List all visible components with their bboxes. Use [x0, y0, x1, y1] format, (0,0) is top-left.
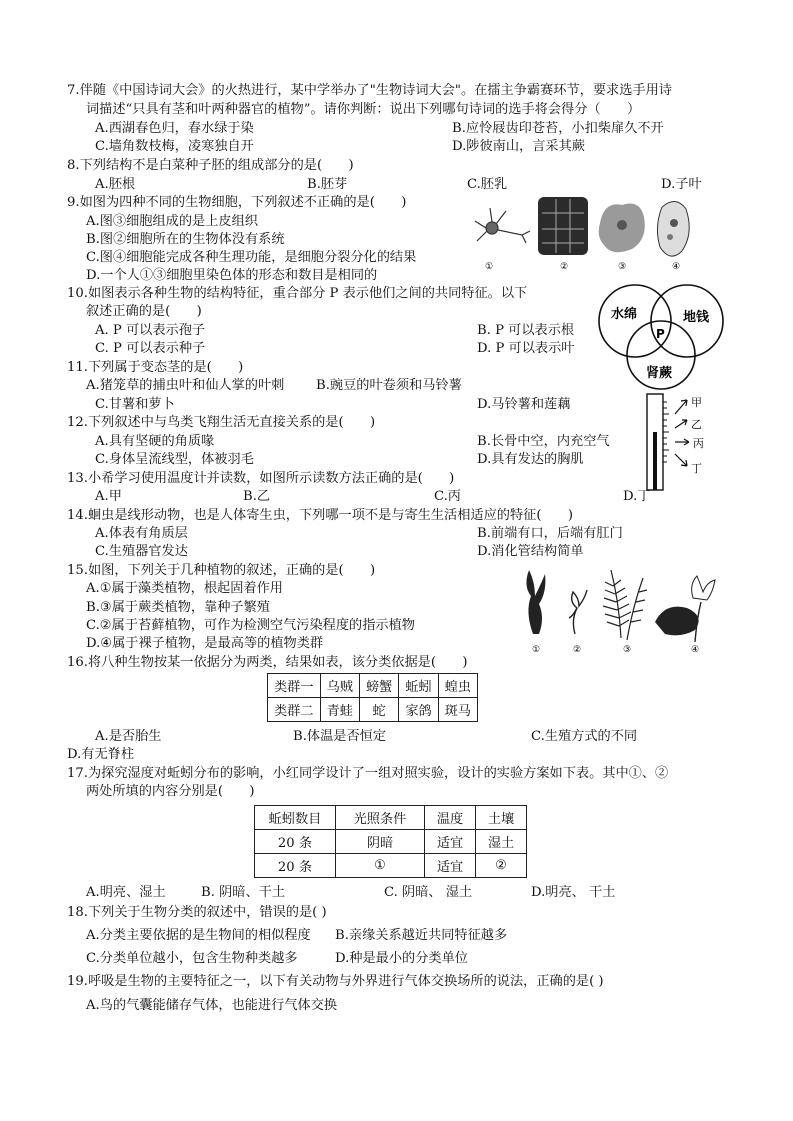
lotus-image — [655, 576, 715, 642]
q18-option-b: B.亲缘关系越近共同特征越多 — [335, 928, 508, 943]
q13-option-d: D.丁 — [623, 489, 651, 504]
table-row — [255, 830, 527, 854]
q15-fig-label-4: ④ — [691, 645, 700, 654]
q14-option-d: D.消化管结构简单 — [477, 544, 584, 559]
q15-plants-figure — [515, 562, 725, 654]
table-cell: 湿土 — [476, 830, 527, 854]
q9-cell-figure — [472, 193, 698, 275]
nerve-cell-image — [475, 208, 530, 243]
q13-option-a: A.甲 — [95, 489, 122, 504]
q15-fig-label-3: ③ — [623, 645, 632, 654]
q15-option-a: A.①属于藻类植物，根起固着作用 — [86, 581, 283, 596]
q10-option-d: D. P 可以表示叶 — [477, 341, 575, 356]
table-cell: 蛇 — [359, 698, 398, 722]
q19-stem: 19.呼吸是生物的主要特征之一，以下有关动物与外界进行气体交换场所的说法，正确的是( ) — [67, 974, 604, 989]
q16-option-b: B.体温是否恒定 — [293, 729, 387, 744]
table-cell: 20 条 — [255, 830, 336, 854]
q17-stem-line2: 两处所填的内容分别是( ) — [86, 784, 255, 799]
q19-option-a: A.鸟的气囊能储存气体，也能进行气体交换 — [86, 998, 338, 1013]
q9-option-d: D.一个人①③细胞里染色体的形态和数目是相同的 — [86, 268, 378, 283]
table-cell: 阴暗 — [336, 830, 425, 854]
venn-diagram — [595, 283, 725, 391]
q17-stem-line1: 17.为探究湿度对蚯蚓分布的影响，小红同学设计了一组对照实验，设计的实验方案如下表。其中①、② — [67, 766, 669, 781]
q15-option-c: C.②属于苔藓植物，可作为检测空气污染程度的指示植物 — [86, 618, 415, 633]
q9-fig-label-2: ② — [560, 262, 569, 272]
q15-option-b: B.③属于蕨类植物，靠种子繁殖 — [86, 600, 270, 615]
venn-label-right: 地钱 — [683, 310, 710, 325]
table-cell: 青蛙 — [320, 698, 359, 722]
table-cell: 乌贼 — [320, 674, 359, 698]
q10-stem-line2: 叙述正确的是( ) — [86, 304, 202, 319]
q16-stem: 16.将八种生物按某一依据分为两类，结果如表，该分类依据是( ) — [67, 655, 468, 670]
table-row — [268, 698, 478, 722]
q7-option-b: B.应怜屐齿印苍苔，小扣柴扉久不开 — [452, 121, 664, 136]
q10-option-a: A. P 可以表示孢子 — [95, 323, 206, 338]
q13-option-b: B.乙 — [243, 489, 271, 504]
q15-fig-label-1: ① — [532, 645, 541, 654]
table-cell: 家鸽 — [399, 698, 438, 722]
table-row — [255, 806, 527, 830]
q11-option-a: A.猪笼草的捕虫叶和仙人掌的叶刺 — [86, 378, 285, 393]
q17-option-c: C. 阴暗、 湿土 — [384, 885, 473, 900]
q14-stem: 14.蛔虫是线形动物，也是人体寄生虫，下列哪一项不是与寄生生活相适应的特征( ) — [67, 508, 574, 523]
q8-stem: 8.下列结构不是白菜种子胚的组成部分的是( ) — [67, 158, 354, 173]
q16-option-a: A.是否胎生 — [95, 729, 162, 744]
table-cell: 适宜 — [425, 854, 476, 878]
q9-option-a: A.图③细胞组成的是上皮组织 — [86, 214, 258, 229]
table-cell: 适宜 — [425, 830, 476, 854]
thermo-label-ding: 丁 — [691, 462, 702, 475]
q7-option-c: C.墙角数枝梅，凌寒独自开 — [95, 139, 254, 154]
table-cell: 温度 — [425, 806, 476, 830]
thermo-label-jia: 甲 — [691, 396, 702, 409]
q9-option-b: B.图②细胞所在的生物体没有系统 — [86, 232, 285, 247]
table-row — [268, 674, 478, 698]
table-cell: 光照条件 — [336, 806, 425, 830]
q16-classification-table — [267, 673, 478, 722]
q8-option-d: D.子叶 — [661, 177, 702, 192]
onion-cell-image — [538, 197, 588, 255]
table-cell: 蝗虫 — [438, 674, 477, 698]
table-cell: 类群一 — [268, 674, 321, 698]
table-cell: 蚯蚓数目 — [255, 806, 336, 830]
q12-option-d: D.具有发达的胸肌 — [477, 452, 584, 467]
q7-stem-line1: 7.伴随《中国诗词大会》的火热进行，某中学举办了"生物诗词大会"。在擂主争霸赛环节，要求选手用诗 — [67, 83, 672, 98]
venn-label-center: P — [656, 327, 665, 341]
q15-fig-label-2: ② — [573, 645, 582, 654]
q8-option-b: B.胚芽 — [307, 177, 348, 192]
thermo-label-bing: 丙 — [693, 437, 704, 450]
table-cell: ① — [336, 854, 425, 878]
q9-option-c: C.图④细胞能完成各种生理功能，是细胞分裂分化的结果 — [86, 250, 417, 265]
q10-option-c: C. P 可以表示种子 — [95, 341, 206, 356]
q17-option-b: B. 阴暗、干土 — [201, 885, 286, 900]
q9-fig-label-3: ③ — [618, 262, 627, 272]
q12-option-c: C.身体呈流线型，体被羽毛 — [95, 452, 254, 467]
q14-option-c: C.生殖器官发达 — [95, 544, 188, 559]
q18-stem: 18.下列关于生物分类的叙述中，错误的是( ) — [67, 905, 327, 920]
q9-stem: 9.如图为四种不同的生物细胞，下列叙述不正确的是( ) — [67, 195, 407, 210]
table-cell: 20 条 — [255, 854, 336, 878]
q18-option-d: D.种是最小的分类单位 — [335, 951, 468, 966]
table-cell: 螃蟹 — [359, 674, 398, 698]
q14-option-b: B.前端有口，后端有肛门 — [477, 526, 623, 541]
q14-option-a: A.体表有角质层 — [95, 526, 188, 541]
table-row — [255, 854, 527, 878]
q9-fig-label-4: ④ — [672, 262, 681, 272]
table-cell: 蚯蚓 — [399, 674, 438, 698]
table-cell: ② — [476, 854, 527, 878]
table-cell: 斑马 — [438, 698, 477, 722]
q12-stem: 12.下列叙述中与鸟类飞翔生活无直接关系的是( ) — [67, 415, 376, 430]
moss-image — [569, 590, 587, 634]
paramecium-image — [657, 201, 689, 256]
q15-stem: 15.如图，下列关于几种植物的叙述，正确的是( ) — [67, 563, 376, 578]
q17-option-a: A.明亮、湿土 — [86, 885, 166, 900]
q8-option-c: C.胚乳 — [467, 177, 508, 192]
q13-stem: 13.小希学习使用温度计并读数，如图所示读数方法正确的是( ) — [67, 471, 455, 486]
q10-option-b: B. P 可以表示根 — [477, 323, 575, 338]
q18-option-a: A.分类主要依据的是生物间的相似程度 — [86, 928, 311, 943]
q17-option-d: D.明亮、 干土 — [531, 885, 616, 900]
q9-fig-label-1: ① — [485, 262, 494, 272]
q7-stem-line2: 词描述“只具有茎和叶两种器官的植物”。请你判断：说出下列哪句诗词的选手将会得分（ ） — [86, 102, 641, 117]
q16-option-d: D.有无脊柱 — [67, 747, 135, 762]
q11-option-b: B.豌豆的叶卷须和马铃薯 — [316, 378, 462, 393]
thermo-label-yi: 乙 — [691, 418, 702, 431]
seaweed-image — [526, 570, 545, 634]
fern-image — [603, 570, 647, 640]
table-cell: 类群二 — [268, 698, 321, 722]
q15-option-d: D.④属于裸子植物，是最高等的植物类群 — [86, 636, 324, 651]
cheek-cell-image — [599, 204, 645, 253]
q18-option-c: C.分类单位越小，包含生物种类越多 — [86, 951, 298, 966]
q8-option-a: A.胚根 — [95, 177, 136, 192]
venn-label-bottom: 肾蕨 — [646, 366, 673, 381]
table-cell: 土壤 — [476, 806, 527, 830]
q17-experiment-table — [254, 805, 527, 878]
q11-stem: 11.下列属于变态茎的是( ) — [67, 360, 244, 375]
q11-option-c: C.甘薯和萝卜 — [95, 397, 175, 412]
q7-option-d: D.陟彼南山，言采其蕨 — [452, 139, 585, 154]
q7-option-a: A.西湖春色归，春水绿于染 — [95, 121, 254, 136]
q10-stem-line1: 10.如图表示各种生物的结构特征，重合部分 P 表示他们之间的共同特征。以下 — [67, 286, 528, 301]
q12-option-a: A.具有坚硬的角质喙 — [95, 434, 215, 449]
q13-option-c: C.丙 — [434, 489, 461, 504]
thermometer-figure — [645, 392, 725, 492]
venn-label-left: 水绵 — [611, 307, 638, 322]
q16-option-c: C.生殖方式的不同 — [531, 729, 638, 744]
q11-option-d: D.马铃薯和莲藕 — [477, 397, 571, 412]
q12-option-b: B.长骨中空，内充空气 — [477, 434, 610, 449]
